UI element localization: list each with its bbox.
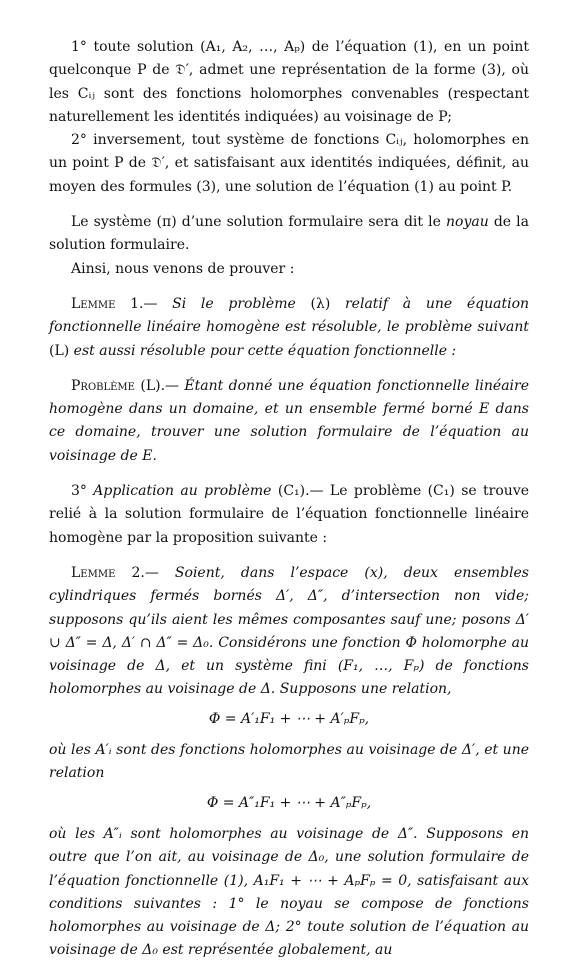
paragraph-application [49, 480, 529, 550]
lemme-2-text: Soient, dans l’espace (x), deux ensembles cylindriques fermés bornés Δ′, Δ″, d’intersection non vide; supposons qu’ils aient les mêmes composantes sauf une; posons Δ′ ∪ Δ″ = Δ, Δ′ ∩ Δ″ = Δ₀. Considérons une fonction Φ holomorphe au voisinage de Δ, et un système fini (F₁, …, Fₚ) de fonctions holomorphes au voisinage de Δ. Supposons une relation, [49, 564, 529, 698]
text: de la solution formulaire. [49, 214, 529, 254]
probleme-text: Étant donné une équation fonctionnelle linéaire homogène dans un domaine, et un ensemble fermé borné E dans ce domaine, trouver une solution formulaire de l’équation au voisinage de E. [49, 377, 529, 464]
lemme-1 [49, 293, 529, 363]
text: (C₁).— Le problème (C₁) se trouve relié à la solution formulaire de l’équation fonctionnelle linéaire homogène par la proposition suivante : [49, 483, 530, 546]
text: Le système (π) d’une solution formulaire sera dit le [71, 214, 446, 231]
lemme-1-lambda: (λ) [310, 295, 331, 312]
paragraph-2: 2° inversement, tout système de fonctions Cᵢⱼ, holomorphes en un point P de 𝔇′, et satisfaisant aux identités indiquées, définit, au moyen des formules (3), une solution de l’équation (1) au point P. [49, 132, 529, 195]
paragraph-1: 1° toute solution (A₁, A₂, …, Aₚ) de l’équation (1), en un point quelconque P de 𝔇′, admet une représentation de la forme (3), où les Cᵢⱼ sont des fonctions holomorphes convenables (respectant naturellement les identités indiquées) au voisinage de P; [49, 39, 529, 125]
emphasis-application: Application au problème [93, 483, 272, 500]
lemme-1-L: (L) [49, 342, 70, 359]
lemme-1-heading: Lemme 1.— [71, 295, 158, 312]
probleme-heading: Problème (L).— [71, 377, 180, 394]
paragraph-A-double-prime: où les A″ᵢ sont holomorphes au voisinage de Δ″. Supposons en outre que l’on ait, au voisinage de Δ₀, une solution formulaire de l’équation fonctionnelle (1), A₁F₁ + ⋯ + AₚFₚ = 0, satisfaisant aux conditions suivantes : 1° le noyau se compose de fonctions holomorphes au voisinage de Δ; 2° toute solution de l’équation au voisinage de Δ₀ est représentée globalement, au [49, 825, 529, 959]
page-content [49, 36, 529, 963]
lemme-1-text: relatif à une équation fonctionnelle linéaire homogène est résoluble, le problème suivant [49, 295, 530, 336]
equation-2: Φ = A″₁F₁ + ⋯ + A″ₚFₚ, [206, 794, 372, 811]
paragraph-noyau [49, 211, 529, 258]
equation-1: Φ = A′₁F₁ + ⋯ + A′ₚFₚ, [208, 710, 370, 727]
text: 3° [71, 483, 94, 500]
lemme-1-text: Si le problème [157, 295, 311, 312]
emphasis-noyau: noyau [446, 214, 489, 231]
probleme-L [49, 375, 529, 468]
paragraph-ainsi: Ainsi, nous venons de prouver : [71, 260, 295, 277]
paragraph-A-prime: où les A′ᵢ sont des fonctions holomorphes au voisinage de Δ′, et une relation [49, 742, 529, 782]
lemme-2 [49, 562, 529, 702]
lemme-2-heading: Lemme 2.— [71, 564, 159, 581]
lemme-1-text: est aussi résoluble pour cette équation fonctionnelle : [69, 342, 457, 359]
